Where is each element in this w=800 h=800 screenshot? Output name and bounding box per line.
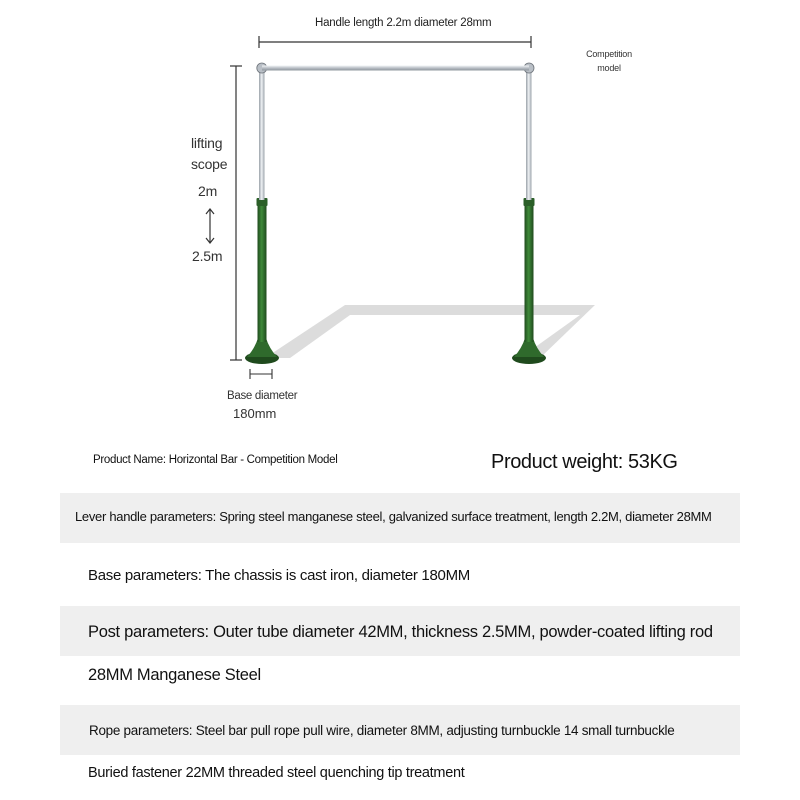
product-name: Product Name: Horizontal Bar - Competition Model	[93, 454, 338, 466]
base-diameter-label: Base diameter	[227, 390, 298, 402]
model-label-line1: Competition	[586, 49, 632, 59]
rope-parameters: Rope parameters: Steel bar pull rope pull wire, diameter 8MM, adjusting turnbuckle 14 small turnbuckle	[89, 723, 675, 738]
height-dimension-line	[230, 66, 242, 360]
base-dimension-line	[250, 369, 272, 379]
post-parameters: Post parameters: Outer tube diameter 42MM, thickness 2.5MM, powder-coated lifting rod	[88, 623, 713, 641]
handle-dimension-line	[259, 36, 531, 48]
lift-max-label: 2.5m	[192, 248, 223, 264]
lifting-label-line1: lifting	[191, 135, 223, 151]
lifting-label-line2: scope	[191, 156, 228, 172]
lifting-scope-label	[191, 133, 227, 175]
lift-range-arrow-icon	[206, 209, 214, 243]
lift-min-label: 2m	[198, 183, 218, 199]
competition-model-label	[574, 47, 644, 75]
base-diameter-value: 180mm	[233, 406, 277, 421]
model-label-line2: model	[597, 63, 621, 73]
floor-shadow	[265, 305, 595, 358]
handle-length-label: Handle length 2.2m diameter 28mm	[315, 17, 492, 29]
buried-fastener-parameters: Buried fastener 22MM threaded steel quenching tip treatment	[88, 765, 465, 781]
product-weight: Product weight: 53KG	[491, 451, 678, 473]
base-parameters: Base parameters: The chassis is cast iron, diameter 180MM	[88, 567, 470, 584]
right-post	[512, 63, 546, 364]
horizontal-bar	[262, 66, 529, 71]
lever-handle-parameters: Lever handle parameters: Spring steel manganese steel, galvanized surface treatment, length 2.2M, diameter 28MM	[75, 509, 712, 524]
post-parameters-continued: 28MM Manganese Steel	[88, 666, 261, 684]
rope-wires	[262, 72, 529, 205]
left-post	[245, 63, 279, 364]
